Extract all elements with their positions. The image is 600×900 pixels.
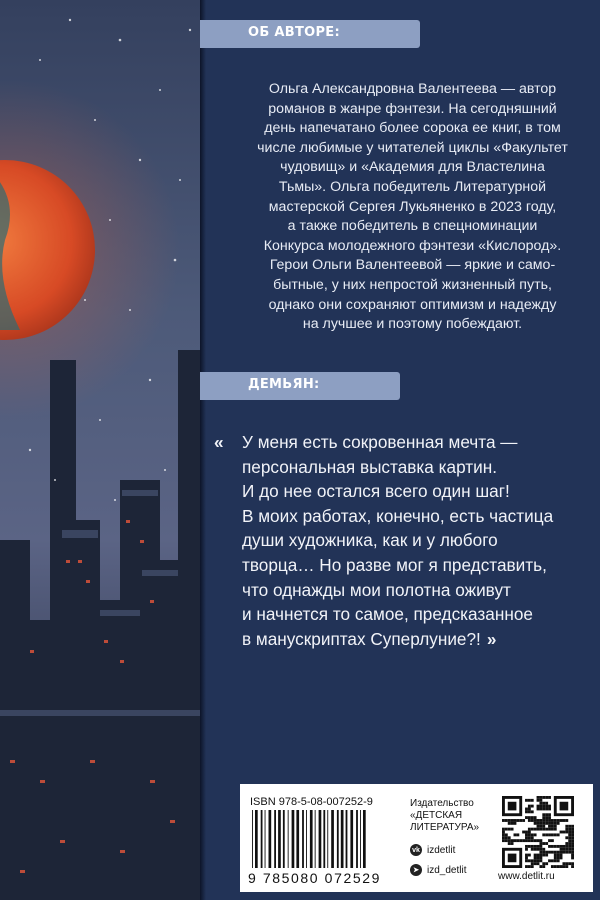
character-heading-tab — [200, 372, 400, 400]
bio-line: однако они сохраняют оптимизм и надежду — [268, 296, 557, 313]
social-vk — [410, 844, 455, 856]
quote-line — [214, 578, 594, 603]
barcode-box — [240, 784, 593, 892]
qr-code-icon — [502, 796, 574, 868]
quote-line — [214, 553, 594, 578]
character-quote — [214, 430, 594, 651]
bio-line: Тьмы». Ольга победитель Литературной — [278, 178, 547, 195]
quote-close-mark: » — [486, 628, 497, 649]
bio-line: Конкурса молодежного фэнтези «Кислород». — [263, 237, 562, 254]
quote-line-text: творца… Но разве мог я представить, — [242, 554, 547, 575]
vk-icon: vk — [410, 844, 422, 856]
quote-line — [214, 455, 594, 480]
quote-line-text: что однажды мои полотна оживут — [242, 579, 511, 600]
bio-line: на лучшее и поэтому побеждают. — [302, 316, 523, 333]
bio-line: а также победитель в спецноминации — [287, 218, 538, 235]
quote-line — [214, 528, 594, 553]
bio-line: Ольга Александровна Валентеева — автор — [268, 81, 557, 97]
publisher-name — [410, 798, 479, 834]
social-vk-handle: izdetlit — [427, 844, 456, 856]
social-telegram — [410, 864, 466, 876]
city-moon-illustration — [0, 0, 200, 900]
publisher-line-1: Издательство — [410, 798, 474, 809]
publisher-line-3: ЛИТЕРАТУРА» — [410, 822, 480, 833]
quote-line-text: И до нее остался всего один шаг! — [242, 481, 510, 502]
panel-divider — [200, 0, 206, 900]
character-heading: ДЕМЬЯН: — [248, 377, 320, 392]
bio-line: мастерской Сергея Лукьяненко в 2023 году, — [268, 198, 557, 215]
bio-line: чудовищ» и «Академия для Властелина — [280, 159, 545, 176]
bio-line: числе любимые у читателей циклы «Факультет — [257, 139, 568, 156]
quote-line — [214, 504, 594, 529]
quote-line-text: души художника, как и у любого — [242, 530, 498, 551]
bio-line: романов в жанре фэнтези. На сегодняшний — [268, 100, 557, 117]
quote-line-text: и начнется то самое, предсказанное — [242, 604, 533, 625]
bio-line: день напечатано более сорока ее книг, в том — [264, 120, 561, 137]
barcode-digits: 9 785080 072529 — [248, 870, 381, 886]
quote-line-text: в манускриптах Суперлуние?! — [242, 628, 481, 649]
barcode-icon — [250, 810, 400, 868]
social-tg-handle: izd_detlit — [427, 864, 467, 876]
bio-line: бытные, у них непростой жизненный путь, — [273, 276, 552, 293]
quote-line-text: В моих работах, конечно, есть частица — [242, 505, 554, 526]
quote-line — [214, 602, 594, 627]
quote-line — [214, 627, 594, 652]
isbn-text: ISBN 978-5-08-007252-9 — [250, 796, 373, 808]
quote-line-text: У меня есть сокровенная мечта — — [242, 432, 518, 452]
bio-line: Герои Ольги Валентеевой — яркие и само- — [269, 257, 556, 274]
author-bio — [230, 80, 595, 335]
quote-line — [214, 479, 594, 504]
quote-line-text: персональная выставка картин. — [242, 456, 497, 477]
cover-illustration — [0, 0, 200, 900]
telegram-icon: ➤ — [410, 864, 422, 876]
publisher-line-2: «ДЕТСКАЯ — [410, 810, 463, 821]
quote-line — [214, 430, 594, 455]
author-heading: ОБ АВТОРЕ: — [248, 25, 340, 40]
website-link: www.detlit.ru — [498, 871, 555, 882]
quote-open-mark: « — [214, 432, 224, 452]
author-heading-tab — [200, 20, 420, 48]
